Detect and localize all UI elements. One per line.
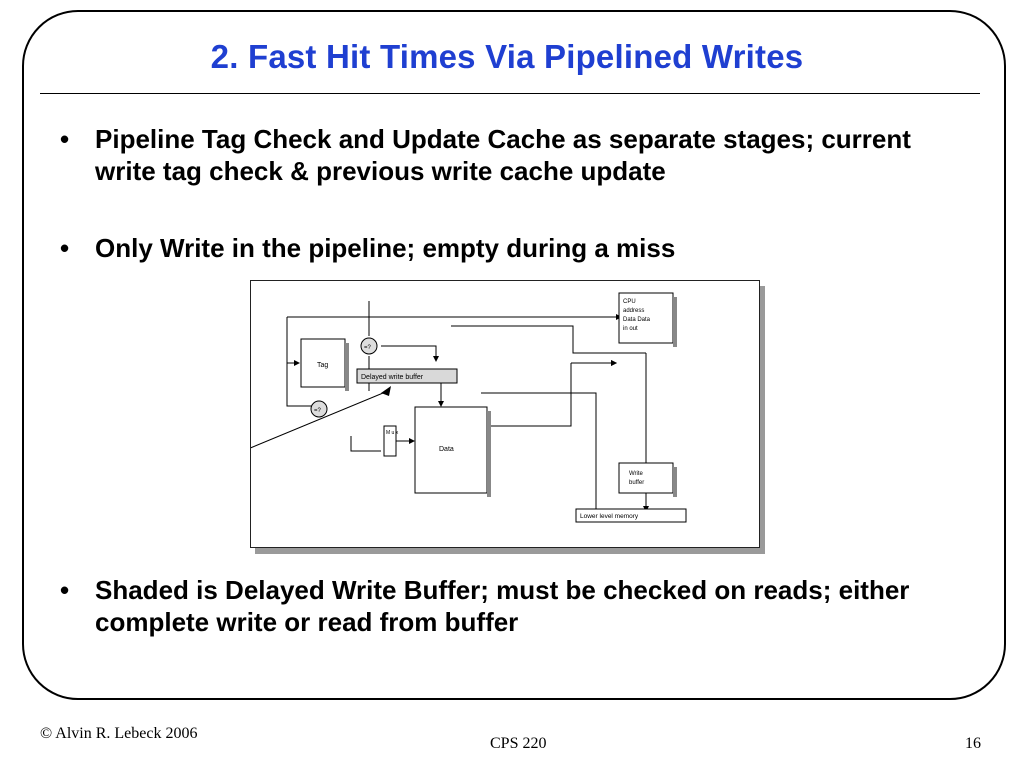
footer-page-number: 16 xyxy=(965,735,981,752)
mux-label: M u x xyxy=(386,430,399,436)
write-buffer-label: Write xyxy=(629,471,643,477)
cpu-label-line: Data Data xyxy=(623,317,651,323)
pipelined-write-diagram xyxy=(250,280,760,548)
title-divider xyxy=(40,93,980,94)
bullet-marker: • xyxy=(60,233,70,263)
bullet-item xyxy=(60,232,940,264)
bullet-marker: • xyxy=(60,124,70,154)
bullet-text: Only Write in the pipeline; empty during a miss xyxy=(95,233,676,263)
cpu-label-line: in out xyxy=(623,326,638,332)
tag-label: Tag xyxy=(317,362,329,369)
lower-memory-label: Lower level memory xyxy=(580,513,639,520)
slide-title: 2. Fast Hit Times Via Pipelined Writes xyxy=(210,38,804,75)
bullet-marker: • xyxy=(60,575,70,605)
bullet-text: Pipeline Tag Check and Update Cache as separate stages; current write tag check & previous write cache update xyxy=(95,124,911,186)
bullet-item xyxy=(60,123,940,187)
compare-symbol: =? xyxy=(314,408,321,414)
bullet-text: Shaded is Delayed Write Buffer; must be checked on reads; either complete write or read from buffer xyxy=(95,575,910,637)
compare-symbol: =? xyxy=(364,345,371,351)
delayed-buffer-label: Delayed write buffer xyxy=(361,374,424,381)
data-label: Data xyxy=(439,446,454,453)
footer-author: © Alvin R. Lebeck 2006 xyxy=(40,725,198,742)
footer-course: CPS 220 xyxy=(490,735,547,752)
cpu-label-line: CPU xyxy=(623,299,636,305)
cpu-label-line: address xyxy=(623,308,645,314)
write-buffer-label: buffer xyxy=(629,480,645,486)
bullet-item xyxy=(60,574,960,638)
